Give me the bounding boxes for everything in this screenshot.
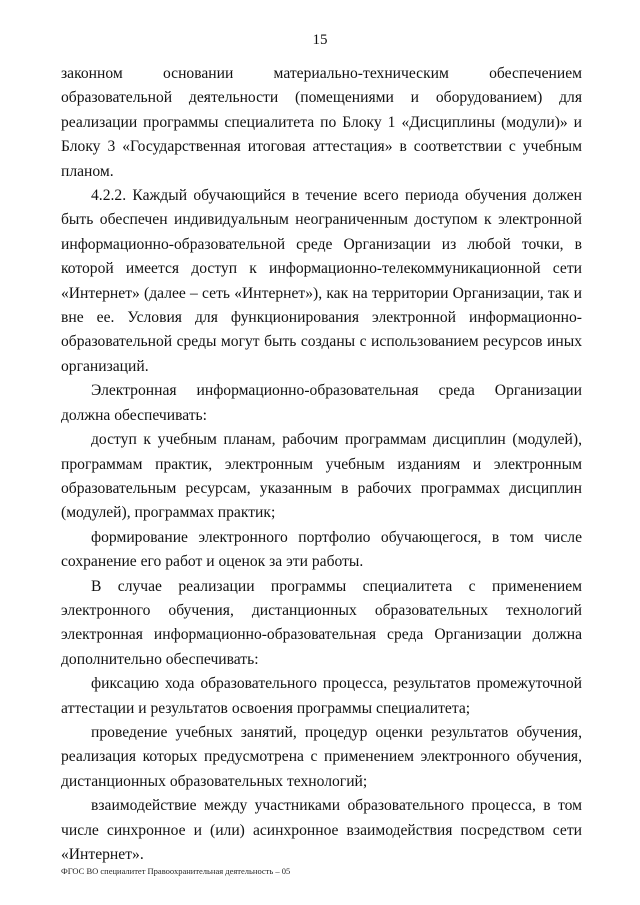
page-footer: ФГОС ВО специалитет Правоохранительная деятельность – 05 <box>61 866 291 876</box>
paragraph-5: формирование электронного портфолио обучающегося, в том числе сохранение его работ и оценок за эти работы. <box>61 528 582 571</box>
paragraph-7: фиксацию хода образовательного процесса, результатов промежуточной аттестации и результатов освоения программы специалитета; <box>61 675 582 717</box>
paragraph-1: законном основании материально-техническим обеспечением образовательной деятельности (помещениями и оборудованием) для реализации программы специалитета по Блоку 1 «Дисциплины (модули)» и Блоку 3 «Государственная итоговая аттестация» в соответствии с учебным планом. <box>61 65 582 180</box>
paragraph-3: Электронная информационно-образовательная среда Организации должна обеспечивать: <box>61 382 582 424</box>
paragraph-9: взаимодействие между участниками образовательного процесса, в том числе синхронное и (или) асинхронное взаимодействия посредством сети «Интернет». <box>61 797 582 863</box>
document-body <box>61 62 582 867</box>
paragraph-8: проведение учебных занятий, процедур оценки результатов обучения, реализация которых предусмотрена с применением электронного обучения, дистанционных образовательных технологий; <box>61 723 582 790</box>
paragraph-2: 4.2.2. Каждый обучающийся в течение всего периода обучения должен быть обеспечен индивидуальным неограниченным доступом к электронной информационно-образовательной среде Организации из любой точки, в которой имеется доступ к информационно-телекоммуникационной сети «Интернет» (далее – сеть «Интернет»), как на территории Организации, так и вне ее. Условия для функционирования электронной информационно-образовательной среды могут быть созданы с использованием ресурсов иных организаций. <box>61 187 582 375</box>
paragraph-4: доступ к учебным планам, рабочим программам дисциплин (модулей), программам практик, электронным учебным изданиям и электронным образовательным ресурсам, указанным в рабочих программах дисциплин (модулей), программах практик; <box>61 431 582 522</box>
page-number: 15 <box>312 32 328 48</box>
paragraph-6: В случае реализации программы специалитета с применением электронного обучения, дистанционных образовательных технологий электронная информационно-образовательная среда Организации должна дополнительно обеспечивать: <box>61 577 582 668</box>
